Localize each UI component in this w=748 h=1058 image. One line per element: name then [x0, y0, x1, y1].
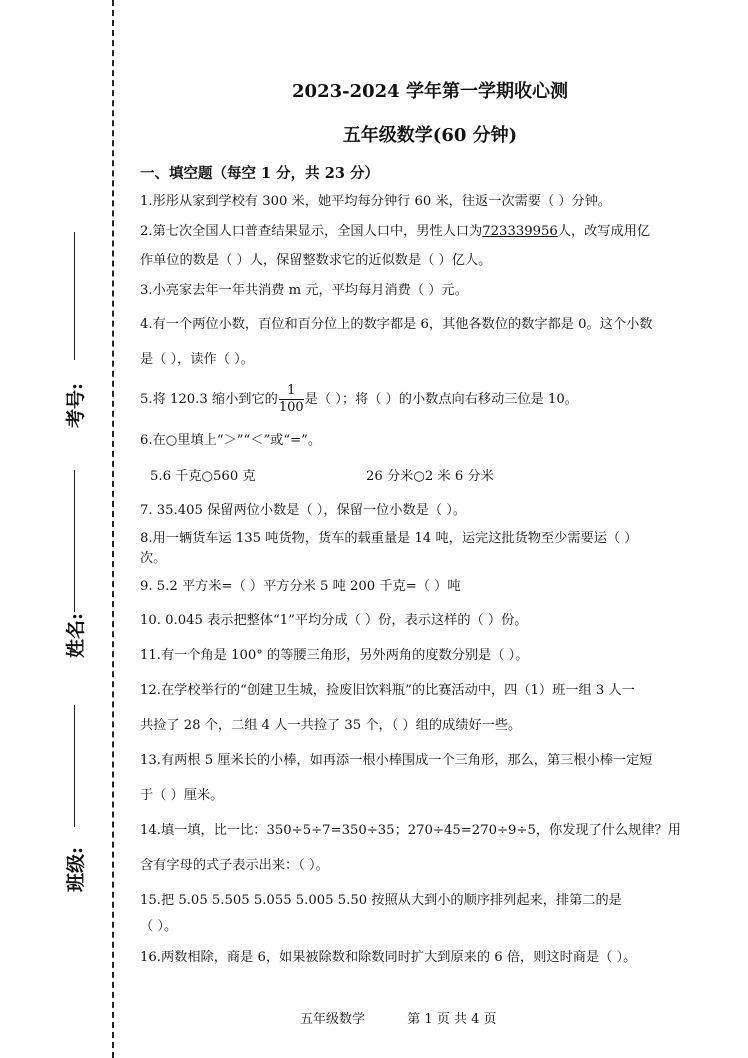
question-11: 11.有一个角是 100° 的等腰三角形，另外两角的度数分别是（ ）。: [140, 648, 529, 663]
footer-page-number: 第 1 页 共 4 页: [407, 1012, 497, 1027]
question-6-item-a: 5.6 千克○560 克: [150, 469, 256, 484]
question-4-line1: 4.有一个两位小数，百位和百分位上的数字都是 6，其他各数位的数字都是 0。这个小数: [140, 317, 653, 332]
class-line: [74, 705, 75, 827]
question-16: 16.两数相除，商是 6，如果被除数和除数同时扩大到原来的 6 倍，则这时商是（ ）。: [140, 950, 637, 965]
class-label: 班级:: [65, 846, 88, 893]
name-label: 姓名:: [65, 612, 88, 659]
exam-no-line: [74, 232, 75, 360]
question-12-line1: 12.在学校举行的“创建卫生城，捡废旧饮料瓶”的比赛活动中，四（1）班一组 3 人一: [140, 683, 635, 698]
question-13-line2: 于（ ）厘米。: [140, 788, 224, 803]
question-6: 6.在○里填上“＞”“＜”或“=”。: [140, 433, 322, 448]
question-5-text-b: 是（ ）；将（ ）的小数点向右移动三位是 10。: [304, 392, 578, 407]
page-title: 2023-2024 学年第一学期收心测: [292, 81, 568, 102]
question-7: 7. 35.405 保留两位小数是（ ），保留一位小数是（ ）。: [140, 503, 467, 518]
question-4-line2: 是（ ），读作（ ）。: [140, 352, 254, 367]
fraction-denominator: 100: [278, 400, 304, 415]
question-1: 1.彤彤从家到学校有 300 米，她平均每分钟行 60 米，往返一次需要（ ）分钟。: [140, 194, 612, 209]
fraction-numerator: 1: [279, 383, 304, 400]
question-8-line1: 8.用一辆货车运 135 吨货物，货车的载重量是 14 吨，运完这批货物至少需要运（ ）: [140, 531, 638, 546]
question-2-line2: 作单位的数是（ ）人，保留整数求它的近似数是（ ）亿人。: [140, 253, 492, 268]
question-2-text-b: 人，改写成用亿: [557, 224, 651, 239]
question-10: 10. 0.045 表示把整体“1”平均分成（ ）份，表示这样的（ ）份。: [140, 613, 528, 628]
page-subtitle: 五年级数学(60 分钟): [342, 125, 518, 146]
question-2-line1: [140, 223, 730, 241]
name-line: [74, 470, 75, 612]
question-5-text-a: 5.将 120.3 缩小到它的: [140, 392, 278, 407]
question-12-line2: 共捡了 28 个，二组 4 人一共捡了 35 个，（ ）组的成绩好一些。: [140, 718, 522, 733]
question-15-line1: 15.把 5.05 5.505 5.055 5.005 5.50 按照从大到小的顺序排列起来，排第二的是: [140, 893, 622, 908]
fraction-one-hundredth: [279, 383, 304, 416]
question-14-line2: 含有字母的式子表示出来：（ ）。: [140, 858, 329, 873]
question-2-number: 723339956: [482, 224, 558, 239]
section-heading-fill-blanks: 一、填空题（每空 1 分，共 23 分）: [140, 165, 379, 182]
question-5: [140, 380, 730, 420]
question-8-line2: 次。: [140, 551, 167, 566]
question-2-text-a: 2.第七次全国人口普查结果显示，全国人口中，男性人口为: [140, 224, 483, 239]
footer-subject: 五年级数学: [300, 1012, 366, 1027]
question-3: 3.小亮家去年一年共消费 m 元，平均每月消费（ ）元。: [140, 283, 468, 298]
question-15-line2: （ ）。: [140, 919, 178, 934]
page-footer: [300, 1008, 497, 1027]
question-6-item-b: 26 分米○2 米 6 分米: [366, 469, 494, 484]
question-9: 9. 5.2 平方米=（ ）平方分米 5 吨 200 千克=（ ）吨: [140, 579, 461, 594]
binding-dashed-line: [112, 0, 114, 1058]
question-13-line1: 13.有两根 5 厘米长的小棒，如再添一根小棒围成一个三角形，那么，第三根小棒一定短: [140, 753, 653, 768]
exam-no-label: 考号:: [65, 382, 88, 429]
question-14-line1: 14.填一填，比一比：350÷5÷7=350÷35；270÷45=270÷9÷5，你发现了什么规律？用: [140, 823, 681, 838]
